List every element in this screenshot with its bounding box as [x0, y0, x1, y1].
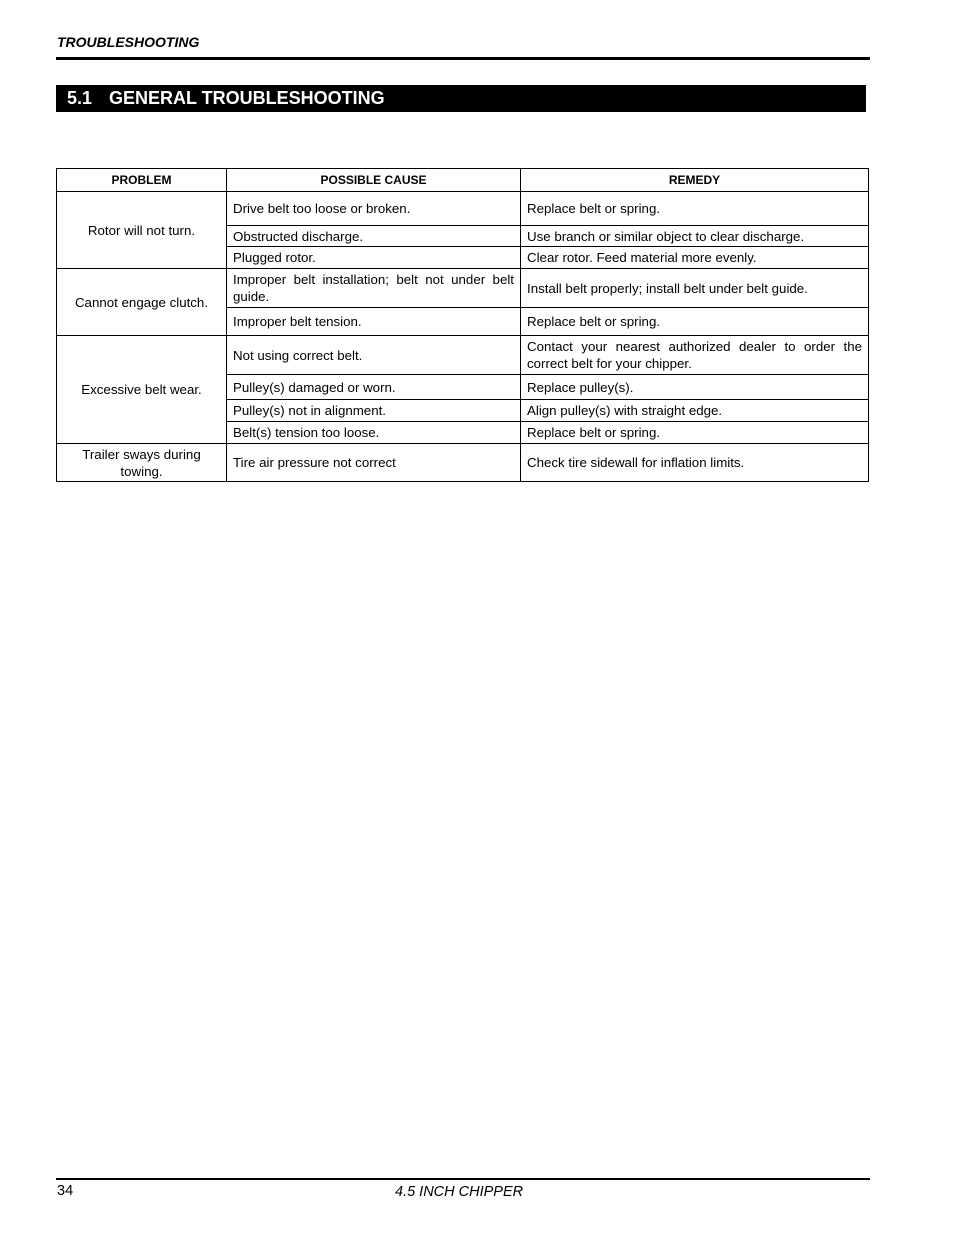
table-row — [57, 336, 869, 375]
problem-cell: Rotor will not turn. — [57, 192, 227, 269]
cause-cell: Improper belt tension. — [227, 308, 521, 336]
cause-cell: Plugged rotor. — [227, 247, 521, 269]
problem-cell: Trailer sways during towing. — [57, 444, 227, 482]
table-header-row — [57, 169, 869, 192]
cause-cell: Pulley(s) not in alignment. — [227, 400, 521, 422]
cause-cell: Belt(s) tension too loose. — [227, 422, 521, 444]
table-row — [57, 444, 869, 482]
remedy-cell: Check tire sidewall for inflation limits. — [521, 444, 869, 482]
footer-document-title: 4.5 INCH CHIPPER — [395, 1184, 524, 1200]
column-header-problem: PROBLEM — [57, 169, 227, 192]
remedy-cell: Contact your nearest authorized dealer to order the correct belt for your chipper. — [521, 336, 869, 375]
cause-cell: Not using correct belt. — [227, 336, 521, 375]
table-row — [57, 192, 869, 226]
cause-cell: Drive belt too loose or broken. — [227, 192, 521, 226]
problem-cell: Cannot engage clutch. — [57, 269, 227, 336]
footer-rule — [56, 1178, 870, 1180]
remedy-cell: Replace belt or spring. — [521, 422, 869, 444]
remedy-cell: Use branch or similar object to clear discharge. — [521, 226, 869, 247]
cause-cell: Obstructed discharge. — [227, 226, 521, 247]
column-header-cause: POSSIBLE CAUSE — [227, 169, 521, 192]
remedy-cell: Replace belt or spring. — [521, 308, 869, 336]
running-header-title: TROUBLESHOOTING — [57, 34, 200, 50]
table-row — [57, 269, 869, 308]
page-number: 34 — [57, 1183, 74, 1199]
section-heading — [56, 85, 866, 112]
problem-cell: Excessive belt wear. — [57, 336, 227, 444]
cause-cell: Improper belt installation; belt not under belt guide. — [227, 269, 521, 308]
remedy-cell: Replace belt or spring. — [521, 192, 869, 226]
remedy-cell: Install belt properly; install belt under belt guide. — [521, 269, 869, 308]
section-title: GENERAL TROUBLESHOOTING — [109, 88, 385, 108]
troubleshooting-table — [56, 168, 869, 482]
header-rule — [56, 57, 870, 60]
cause-cell: Pulley(s) damaged or worn. — [227, 375, 521, 400]
cause-cell: Tire air pressure not correct — [227, 444, 521, 482]
remedy-cell: Align pulley(s) with straight edge. — [521, 400, 869, 422]
remedy-cell: Clear rotor. Feed material more evenly. — [521, 247, 869, 269]
remedy-cell: Replace pulley(s). — [521, 375, 869, 400]
column-header-remedy: REMEDY — [521, 169, 869, 192]
section-number: 5.1 — [67, 88, 93, 108]
